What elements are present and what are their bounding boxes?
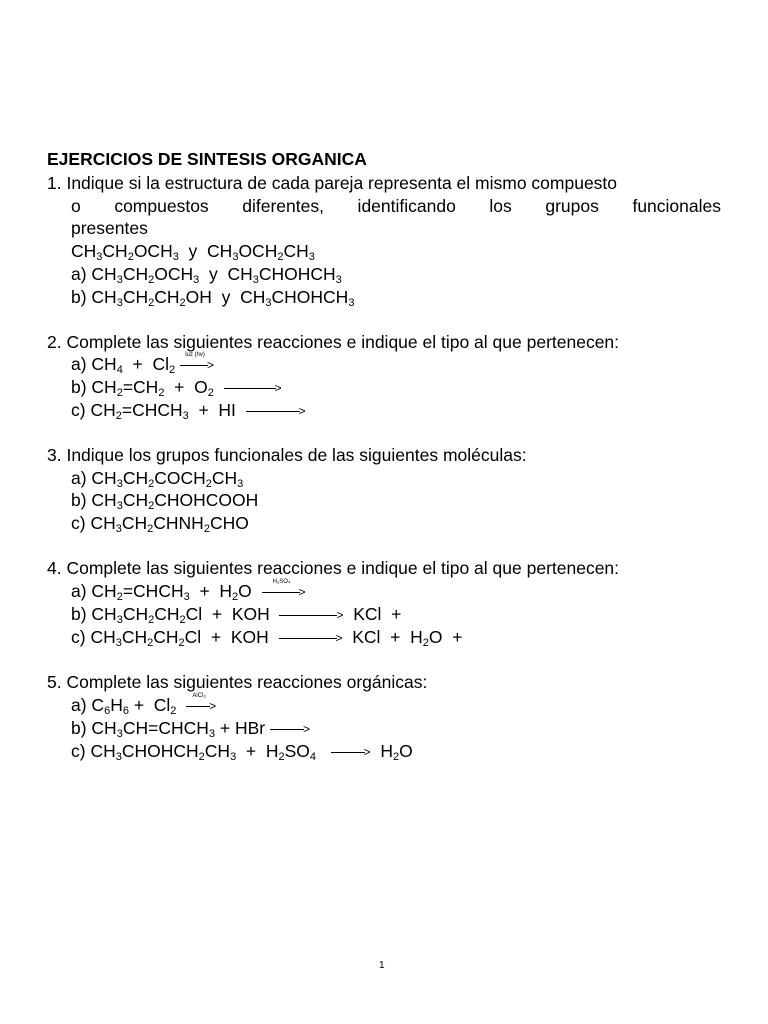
question-2-reaction-b: b) $CH_2=CH_2 + O_2$ > (71, 377, 282, 399)
question-2-text: 2. Complete las siguientes reacciones e indique el tipo al que pertenecen: (47, 332, 620, 352)
reaction-arrow: H₂SO₄ > (262, 585, 306, 599)
question-3-molecule-b: b) $CH_3CH_2CHOHCOOH$ (71, 490, 259, 512)
question-1-pair-b: b) $CH_3CH_2CH_2OH$ y $CH_3CHOHCH_3$ (71, 287, 355, 309)
reaction-arrow: > (224, 381, 282, 395)
reaction-arrow: > (279, 631, 343, 645)
question-1-text-cont: o compuestos diferentes, identificando los grupos funcionales (71, 196, 721, 216)
question-4-reaction-b: b) $CH_3CH_2CH_2Cl$ + KOH > KCl + (71, 604, 402, 626)
question-4-text: 4. Complete las siguientes reacciones e indique el tipo al que pertenecen: (47, 558, 620, 578)
question-5-reaction-c: c) $CH_3CHOHCH_2CH_3 + H_2SO_4$ > $H_2O$ (71, 741, 413, 763)
document-title: EJERCICIOS DE SINTESIS ORGANICA (47, 149, 367, 169)
reaction-condition: AlCl₃ (192, 693, 206, 700)
reaction-arrow: luz (hv) > (180, 358, 214, 372)
question-3-molecule-a: a) $CH_3CH_2COCH_2CH_3$ (71, 468, 244, 490)
question-5-text: 5. Complete las siguientes reacciones orgánicas: (47, 672, 428, 692)
question-4-reaction-c: c) $CH_3CH_2CH_2Cl$ + KOH > KCl + $H_2O$ + (71, 627, 463, 649)
question-5-reaction-b: b) $CH_3CH=CHCH_3$ + HBr > (71, 718, 310, 740)
question-1-pair-0: $CH_3CH_2OCH_3$ y $CH_3OCH_2CH_3$ (71, 241, 315, 263)
question-1-text-end: presentes (71, 218, 148, 238)
question-2-reaction-a: a) $CH_4 + Cl_2$ luz (hv) > (71, 352, 215, 376)
question-1-pair-a: a) $CH_3CH_2OCH_3$ y $CH_3CHOHCH_3$ (71, 264, 342, 286)
question-3-molecule-c: c) $CH_3CH_2CHNH_2CHO$ (71, 513, 249, 535)
question-1-text: 1. Indique si la estructura de cada pareja representa el mismo compuesto (47, 173, 618, 193)
reaction-arrow: > (279, 608, 343, 622)
page-number: 1 (379, 960, 385, 971)
question-4-reaction-a: a) $CH_2=CHCH_3 + H_2O$ H₂SO₄ > (71, 579, 306, 603)
reaction-condition: H₂SO₄ (272, 579, 291, 586)
reaction-arrow: AlCl₃ > (186, 699, 216, 713)
reaction-arrow: > (331, 745, 371, 759)
reaction-arrow: > (246, 404, 306, 418)
question-2-reaction-c: c) $CH_2=CHCH_3$ + HI > (71, 400, 306, 422)
question-5-reaction-a: a) $C_6H_6 + Cl_2$ AlCl₃ > (71, 693, 217, 717)
reaction-condition: luz (hv) (185, 352, 205, 359)
question-3-text: 3. Indique los grupos funcionales de las siguientes moléculas: (47, 445, 527, 465)
reaction-arrow: > (270, 722, 310, 736)
